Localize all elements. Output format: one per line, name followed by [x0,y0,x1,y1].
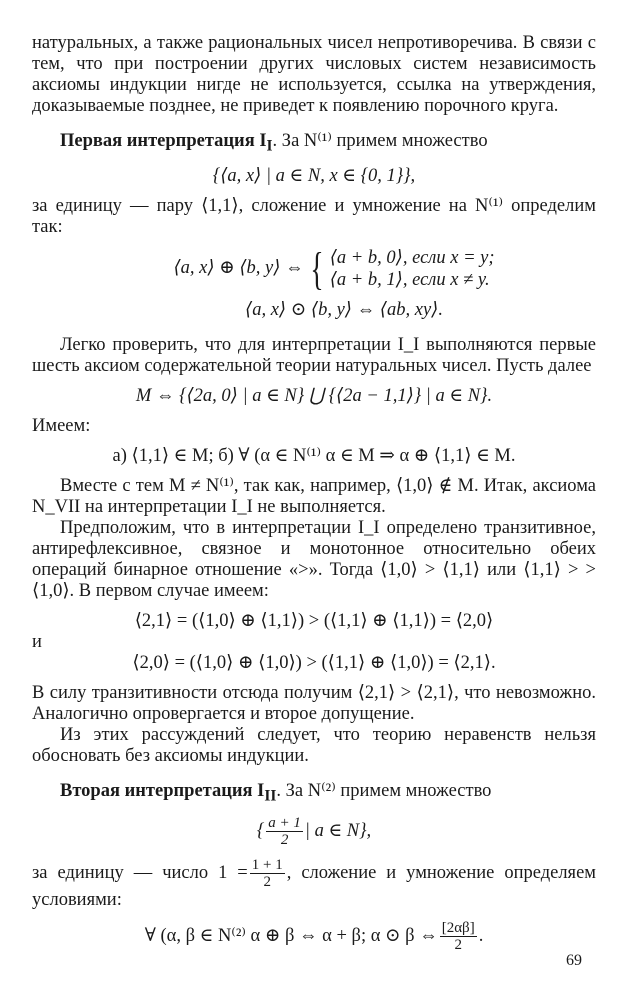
paragraph-1: натуральных, а также рациональных чисел непротиворечива. В связи с тем, что при построении других числовых систем независимость аксиомы индукции нигде не используется, ссылка на утверждения, доказываемые позднее, не приведет к появлению порочного круга. [32,33,596,116]
paragraph-first-interpretation: Первая интерпретация $I_I$. За N⁽¹⁾ примем множество [60,131,488,155]
formula-case-second: ⟨2,0⟩ = (⟨1,0⟩ ⊕ ⟨1,0⟩) > (⟨1,1⟩ ⊕ ⟨1,0⟩) = ⟨2,1⟩. [132,652,496,673]
fraction-set: $\frac{a + 1}{2}$ [268,815,301,849]
formula-addition-left: ⟨a, x⟩ ⊕ ⟨b, y⟩ ⇔ [173,258,304,279]
formula-properties: а) ⟨1,1⟩ ∈ M; б) ∀ (α ∈ N⁽¹⁾ α ∈ M ⇒ α ⊕ ⟨1,1⟩ ∈ M. [112,445,516,466]
brace: { [310,242,324,294]
word-and: и [32,631,42,652]
formula-operations: ∀ (α, β ∈ N⁽²⁾ α ⊕ β ⇔ α + β; α ⊙ β ⇔ $\frac{[2\alpha\beta]}{2}$ . [144,920,484,954]
heading-second-interpretation: Вторая интерпретация $I_{II}$ [60,780,277,805]
paragraph-suppose: Предположим, что в интерпретации I_I определено транзитивное, антирефлексивное, связное и монотонное относительно обеих операций бинарное отношение «>». Тогда ⟨1,0⟩ > ⟨1,1⟩ или ⟨1,1⟩ > > ⟨1,0⟩. В первом случае имеем: [32,517,596,601]
formula-case-2: ⟨a + b, 1⟩, если x ≠ y. [329,269,490,290]
paragraph-unit-definition: за единицу — пару ⟨1,1⟩, сложение и умножение на N⁽¹⁾ определим так: [32,195,596,237]
formula-case-first: ⟨2,1⟩ = (⟨1,0⟩ ⊕ ⟨1,1⟩) > (⟨1,1⟩ ⊕ ⟨1,1⟩) = ⟨2,0⟩ [134,610,494,631]
formula-multiplication: ⟨a, x⟩ ⊙ ⟨b, y⟩ ⇔ ⟨ab, xy⟩. [244,299,444,320]
paragraph-second-interpretation: Вторая интерпретация $I_{II}$. За N⁽²⁾ примем множество [60,780,492,805]
formula-case-1: ⟨a + b, 0⟩, если x = y; [329,247,495,268]
fraction-unit: $\frac{1 + 1}{2}$ [251,857,283,891]
heading-first-interpretation: Первая интерпретация $I_I$ [60,131,273,155]
paragraph-check-axioms: Легко проверить, что для интерпретации I_I выполняются первые шесть аксиом содержательной теории натуральных чисел. Пусть далее [32,334,596,376]
page-body [32,33,596,953]
formula-set-m: M ⇔ {⟨2a, 0⟩ | a ∈ N} ⋃ {⟨2a − 1,1⟩} | a ∈ N}. [135,385,493,406]
formula-addition-cases [330,247,495,291]
paragraph-transitivity: В силу транзитивности отсюда получим ⟨2,1⟩ > ⟨2,1⟩, что невозможно. Аналогично опровергается и второе допущение. [32,682,596,724]
paragraph-unit-number: за единицу — число 1 = $\frac{1 + 1}{2}$ , сложение и умножение определяем условиями: [32,857,596,911]
fraction-product: $\frac{[2\alpha\beta]}{2}$ [441,920,475,954]
formula-set-n2: { $\frac{a + 1}{2}$ | a ∈ N}, [256,815,372,849]
paragraph-we-have: Имеем: [32,415,91,436]
page-number: 69 [566,952,582,969]
paragraph-axiom-fails: Вместе с тем M ≠ N⁽¹⁾, так как, например, ⟨1,0⟩ ∉ M. Итак, аксиома N_VII на интерпретации I_I не выполняется. [32,475,596,517]
formula-addition [72,242,596,294]
paragraph-conclusion: Из этих рассуждений следует, что теорию неравенств нельзя обосновать без аксиомы индукции. [32,724,596,766]
formula-set-n1: {⟨a, x⟩ | a ∈ N, x ∈ {0, 1}}, [212,165,416,186]
